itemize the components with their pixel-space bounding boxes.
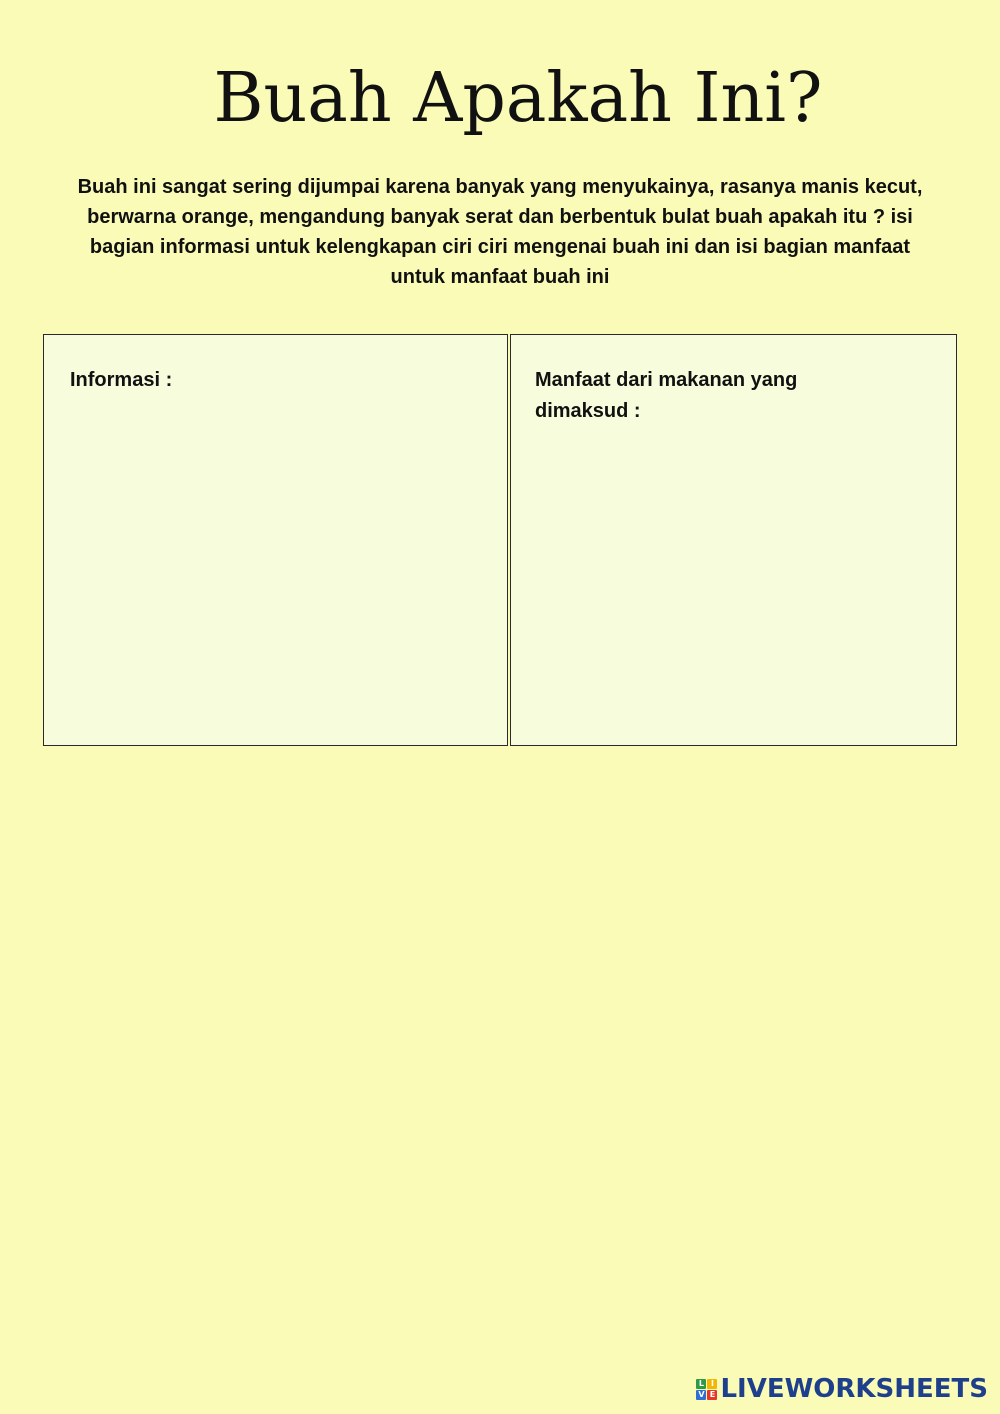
worksheet-instructions: Buah ini sangat sering dijumpai karena banyak yang menyukainya, rasanya manis kecut, berwarna orange, mengandung banyak serat dan berbentuk bulat buah apakah itu ? isi bagian informasi untuk kelengkapan ciri ciri mengenai buah ini dan isi bagian manfaat untuk manfaat buah ini bbox=[77, 176, 923, 288]
logo-letter-v: V bbox=[698, 1389, 705, 1399]
logo-letter-i: I bbox=[707, 1379, 717, 1389]
logo-letter-e: E bbox=[707, 1390, 717, 1400]
liveworksheets-brand-text: LIVEWORKSHEETS bbox=[720, 1374, 988, 1404]
worksheet-title: Buah Apakah Ini? bbox=[213, 59, 823, 138]
informasi-answer-box[interactable] bbox=[43, 334, 508, 746]
manfaat-answer-box[interactable] bbox=[510, 334, 957, 746]
logo-letter-l: L bbox=[696, 1379, 706, 1389]
informasi-label: Informasi : bbox=[70, 369, 173, 391]
liveworksheets-logo-icon bbox=[696, 1379, 717, 1400]
liveworksheets-logo[interactable] bbox=[696, 1374, 988, 1404]
manfaat-label: Manfaat dari makanan yang dimaksud : bbox=[535, 369, 798, 422]
